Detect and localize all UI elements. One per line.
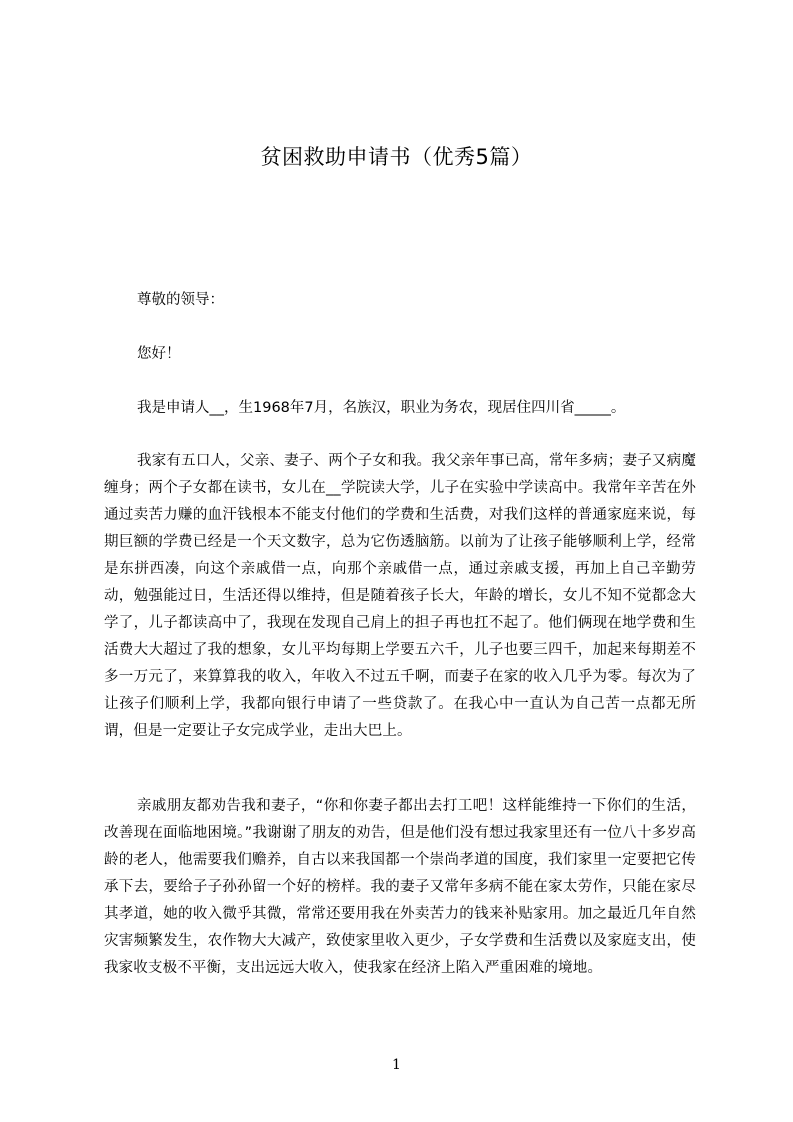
paragraph-family-situation: 我家有五口人，父亲、妻子、两个子女和我。我父亲年事已高，常年多病；妻子又病魔缠身；两个子女都在读书，女儿在__学院读大学，儿子在实验中学读高中。我常年辛苦在外通过卖苦力赚的血汗钱根本不能支付他们的学费和生活费，对我们这样的普通家庭来说，每期巨额的学费已经是一个天文数字，总为它伤透脑筋。以前为了让孩子能够顺利上学，经常是东拼西凑，向这个亲戚借一点，向那个亲戚借一点，通过亲戚支援，再加上自己辛勤劳动，勉强能过日，生活还得以维持，但是随着孩子长大，年龄的增长，女儿不知不觉都念大学了，儿子都读高中了，我现在发现自己肩上的担子再也扛不起了。他们俩现在地学费和生活费大大超过了我的想象，女儿平均每期上学要五六千，儿子也要三四千，加起来每期差不多一万元了，来算算我的收入，年收入不过五千啊，而妻子在家的收入几乎为零。每次为了让孩子们顺利上学，我都向银行申请了一些贷款了。在我心中一直认为自己苦一点都无所谓，但是一定要让子女完成学业，走出大巴上。 (104, 453, 696, 739)
document-title: 贫困救助申请书（优秀5篇） (260, 145, 533, 169)
salutation: 尊敬的领导： (137, 292, 224, 308)
page-number: 1 (392, 1057, 401, 1073)
paragraph-relatives-advice: 亲戚朋友都劝告我和妻子，“你和你妻子都出去打工吧！这样能维持一下你们的生活，改善现在面临地困境。”我谢谢了朋友的劝告，但是他们没有想过我家里还有一位八十多岁高龄的老人，他需要我们赡养，自古以来我国都一个崇尚孝道的国度，我们家里一定要把它传承下去，要给子子孙孙留一个好的榜样。我的妻子又常年多病不能在家太劳作，只能在家尽其孝道，她的收入微乎其微，常常还要用我在外卖苦力的钱来补贴家用。加之最近几年自然灾害频繁发生，农作物大大减产，致使家里收入更少，子女学费和生活费以及家庭支出，使我家收支极不平衡，支出远远大收入，使我家在经济上陷入严重困难的境地。 (104, 798, 696, 976)
applicant-intro: 我是申请人__，生1968年7月，名族汉，职业为务农，现居住四川省_____。 (137, 400, 626, 416)
greeting: 您好！ (137, 346, 181, 362)
